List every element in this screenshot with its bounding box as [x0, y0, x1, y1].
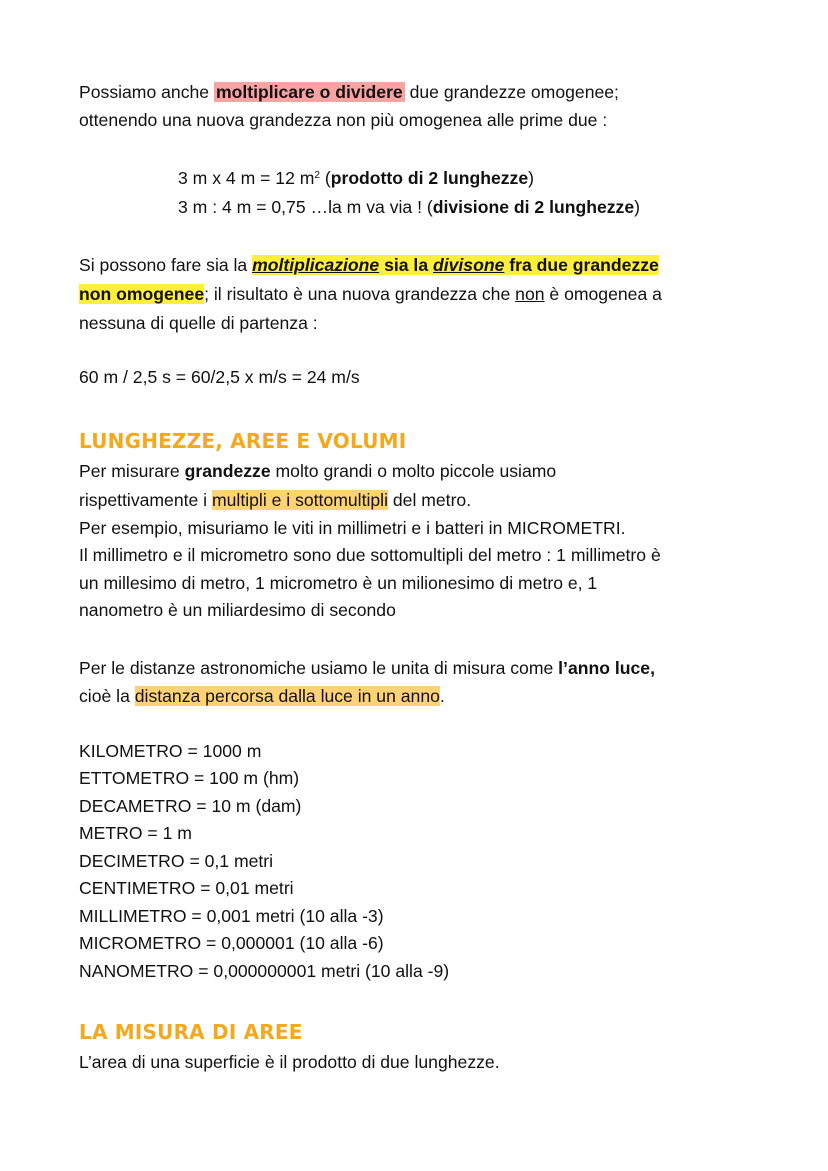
text: 3 m x 4 m = 12 m	[178, 168, 315, 188]
text: )	[528, 168, 535, 188]
unit-metro: METRO = 1 m	[79, 823, 192, 843]
section-heading-lunghezze: LUNGHEZZE, AREE E VOLUMI	[79, 429, 407, 453]
text: )	[634, 197, 640, 217]
section1-line-4: Il millimetro e il micrometro sono due sottomultipli del metro : 1 millimetro è	[79, 545, 661, 565]
unit-centimetro: CENTIMETRO = 0,01 metri	[79, 878, 294, 898]
section1-line-5: un millesimo di metro, 1 micrometro è un milionesimo di metro e, 1	[79, 573, 598, 593]
text: sia la	[379, 255, 433, 275]
text: Per misurare	[79, 461, 185, 481]
highlight-distanza: distanza percorsa dalla luce in un anno	[134, 686, 440, 706]
unit-ettometro: ETTOMETRO = 100 m (hm)	[79, 768, 300, 788]
text: del metro.	[387, 490, 472, 510]
unit-millimetro: MILLIMETRO = 0,001 metri (10 alla -3)	[79, 906, 384, 926]
text: Possiamo anche	[79, 82, 214, 102]
highlight-nonomog	[252, 255, 659, 275]
moltiplicazione-text: moltiplicazione	[252, 255, 380, 275]
highlight-multiply-divide: moltiplicare o dividere	[215, 82, 403, 102]
section-heading-aree: LA MISURA DI AREE	[79, 1020, 303, 1044]
text: 3 m : 4 m = 0,75 …la m va via ! (	[178, 197, 433, 217]
text: Si possono fare sia la	[79, 255, 253, 275]
example-product	[178, 164, 534, 193]
text: ; il risultato è una nuova grandezza che	[204, 284, 516, 304]
astro-line-1	[79, 654, 655, 683]
unit-decimetro: DECIMETRO = 0,1 metri	[79, 851, 274, 871]
text: fra due grandezze	[504, 255, 659, 275]
section1-line-6: nanometro è un miliardesimo di secondo	[79, 600, 396, 620]
formula-speed: 60 m / 2,5 s = 60/2,5 x m/s = 24 m/s	[79, 367, 360, 387]
text: rispettivamente i	[79, 490, 212, 510]
underlined-text: non	[515, 284, 545, 304]
text: Per le distanze astronomiche usiamo le unita di misura come	[79, 658, 559, 678]
section1-line-2	[79, 486, 471, 515]
text: molto grandi o molto piccole usiamo	[270, 461, 557, 481]
nonomog-line-3: nessuna di quelle di partenza :	[79, 313, 318, 333]
unit-kilometro: KILOMETRO = 1000 m	[79, 741, 262, 761]
section1-line-1	[79, 457, 556, 486]
unit-decametro: DECAMETRO = 10 m (dam)	[79, 796, 302, 816]
bold-text: grandezze	[184, 461, 271, 481]
highlight-non-omogenee: non omogenee	[79, 284, 205, 304]
section2-line-1: L’area di una superficie è il prodotto di due lunghezze.	[79, 1052, 500, 1072]
example-division	[178, 193, 640, 222]
superscript: 2	[314, 170, 320, 181]
nonomog-line-1	[79, 251, 659, 280]
section1-line-3: Per esempio, misuriamo le viti in millimetri e i batteri in MICROMETRI.	[79, 518, 626, 538]
bold-text: l’anno luce,	[558, 658, 655, 678]
unit-micrometro: MICROMETRO = 0,000001 (10 alla -6)	[79, 933, 384, 953]
unit-nanometro: NANOMETRO = 0,000000001 metri (10 alla -9)	[79, 961, 450, 981]
text: (	[319, 168, 331, 188]
divisone-text: divisone	[433, 255, 505, 275]
text: è omogenea a	[544, 284, 662, 304]
text: due grandezze omogenee;	[404, 82, 619, 102]
bold-text: prodotto di 2 lunghezze	[330, 168, 529, 188]
highlight-multipli: multipli e i sottomultipli	[211, 490, 388, 510]
astro-line-2	[79, 682, 445, 711]
bold-text: divisione di 2 lunghezze	[432, 197, 635, 217]
text: cioè la	[79, 686, 135, 706]
intro-line-1	[79, 78, 619, 107]
nonomog-line-2	[79, 280, 662, 309]
text: .	[439, 686, 445, 706]
intro-line-2: ottenendo una nuova grandezza non più omogenea alle prime due :	[79, 110, 608, 130]
